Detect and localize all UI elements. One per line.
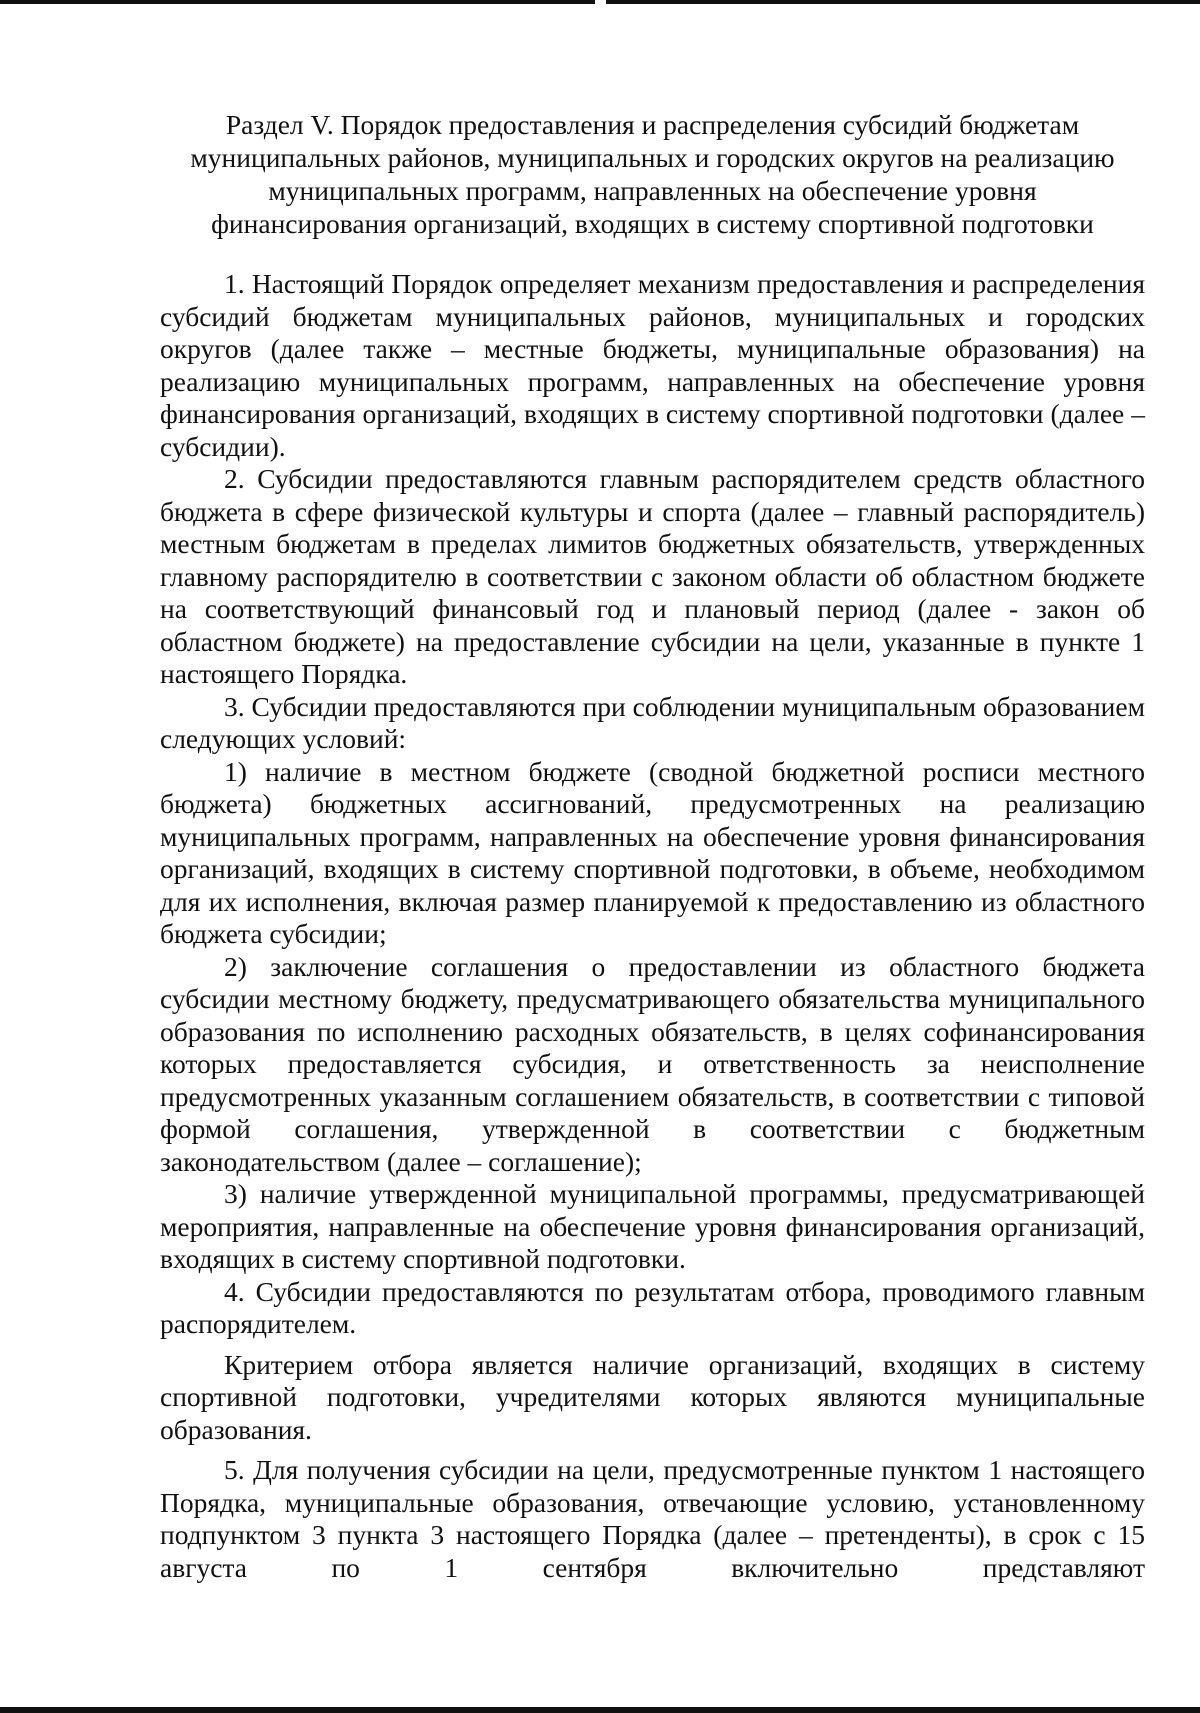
- scan-edge-top-right: [606, 0, 1200, 4]
- paragraph-5: 5. Для получения субсидии на цели, предусмотренные пунктом 1 настоящего Порядка, муниципальные образования, отвечающие условию, установленному подпунктом 3 пункта 3 настоящего Порядка (далее – претенденты), в срок с 15 августа по 1 сентября включительно представляют: [160, 1454, 1145, 1583]
- document-page: [160, 108, 1145, 1584]
- paragraph-4: 4. Субсидии предоставляются по результатам отбора, проводимого главным распорядителем.: [160, 1275, 1145, 1339]
- subparagraph-3-3: 3) наличие утвержденной муниципальной программы, предусматривающей мероприятия, направленные на обеспечение уровня финансирования организаций, входящих в систему спортивной подготовки.: [160, 1178, 1145, 1274]
- paragraph-1: 1. Настоящий Порядок определяет механизм предоставления и распределения субсидий бюджетам муниципальных районов, муниципальных и городских округов (далее также – местные бюджеты, муниципальные образования) на реализацию муниципальных программ, направленных на обеспечение уровня финансирования организаций, входящих в систему спортивной подготовки (далее – субсидии).: [160, 268, 1145, 462]
- subparagraph-3-1: 1) наличие в местном бюджете (сводной бюджетной росписи местного бюджета) бюджетных ассигнований, предусмотренных на реализацию муниципальных программ, направленных на обеспечение уровня финансирования организаций, входящих в систему спортивной подготовки, в объеме, необходимом для их исполнения, включая размер планируемой к предоставлению из областного бюджета субсидии;: [160, 755, 1145, 949]
- scan-edge-top-left: [0, 0, 595, 4]
- section-heading: Раздел V. Порядок предоставления и распределения субсидий бюджетам муниципальных районов, муниципальных и городских округов на реализацию муниципальных программ, направленных на обеспечение уровня финансирования организаций, входящих в систему спортивной подготовки: [190, 109, 1115, 239]
- scan-edge-bottom: [0, 1707, 1200, 1713]
- paragraph-2: 2. Субсидии предоставляются главным распорядителем средств областного бюджета в сфере физической культуры и спорта (далее – главный распорядитель) местным бюджетам в пределах лимитов бюджетных обязательств, утвержденных главному распорядителю в соответствии с законом области об областном бюджете на соответствующий финансовый год и плановый период (далее - закон об областном бюджете) на предоставление субсидии на цели, указанные в пункте 1 настоящего Порядка.: [160, 463, 1145, 689]
- paragraph-selection-criterion: Критерием отбора является наличие организаций, входящих в систему спортивной подготовки, учредителями которых являются муниципальные образования.: [160, 1348, 1145, 1445]
- subparagraph-3-2: 2) заключение соглашения о предоставлении из областного бюджета субсидии местному бюджету, предусматривающего обязательства муниципального образования по исполнению расходных обязательств, в целях софинансирования которых предоставляется субсидия, и ответственность за неисполнение предусмотренных указанным соглашением обязательств, в соответствии с типовой формой соглашения, утвержденной в соответствии с бюджетным законодательством (далее – соглашение);: [160, 950, 1145, 1177]
- paragraph-3: 3. Субсидии предоставляются при соблюдении муниципальным образованием следующих условий:: [160, 690, 1145, 754]
